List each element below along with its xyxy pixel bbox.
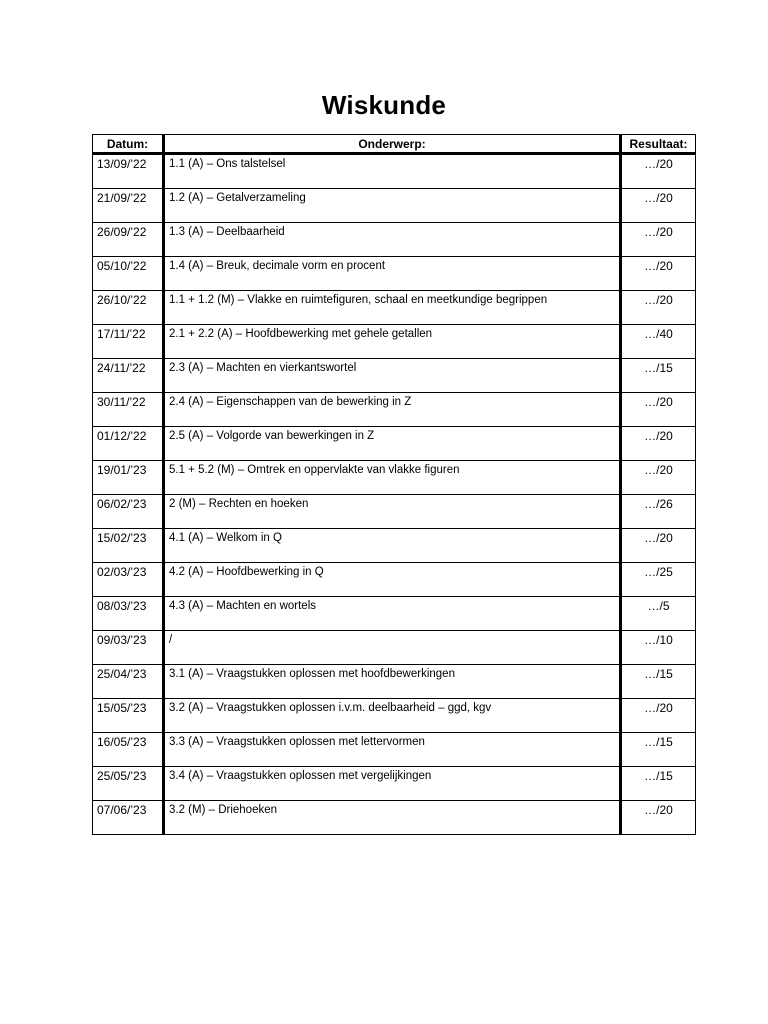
row-date: 02/03/’23 bbox=[93, 563, 164, 597]
row-date: 07/06/’23 bbox=[93, 801, 164, 835]
row-date: 15/05/’23 bbox=[93, 699, 164, 733]
row-topic: 2 (M) – Rechten en hoeken bbox=[164, 495, 621, 529]
row-result: …/15 bbox=[621, 359, 696, 393]
row-date: 09/03/’23 bbox=[93, 631, 164, 665]
table-row bbox=[93, 359, 696, 393]
row-topic: 1.3 (A) – Deelbaarheid bbox=[164, 223, 621, 257]
page-title: Wiskunde bbox=[321, 90, 447, 120]
row-topic: 4.3 (A) – Machten en wortels bbox=[164, 597, 621, 631]
row-date: 06/02/’23 bbox=[93, 495, 164, 529]
table-row bbox=[93, 189, 696, 223]
row-result: …/20 bbox=[621, 699, 696, 733]
row-topic: 2.4 (A) – Eigenschappen van de bewerking in Z bbox=[164, 393, 621, 427]
table-row bbox=[93, 699, 696, 733]
row-result: …/26 bbox=[621, 495, 696, 529]
row-topic: 1.4 (A) – Breuk, decimale vorm en procent bbox=[164, 257, 621, 291]
row-date: 15/02/’23 bbox=[93, 529, 164, 563]
table-row bbox=[93, 767, 696, 801]
row-topic: 5.1 + 5.2 (M) – Omtrek en oppervlakte van vlakke figuren bbox=[164, 461, 621, 495]
row-topic: 1.1 + 1.2 (M) – Vlakke en ruimtefiguren, schaal en meetkundige begrippen bbox=[164, 291, 621, 325]
column-header-result: Resultaat: bbox=[621, 135, 696, 154]
table-row bbox=[93, 631, 696, 665]
table-row bbox=[93, 291, 696, 325]
row-result: …/5 bbox=[621, 597, 696, 631]
row-topic: 3.1 (A) – Vraagstukken oplossen met hoofdbewerkingen bbox=[164, 665, 621, 699]
table-row bbox=[93, 563, 696, 597]
row-result: …/20 bbox=[621, 223, 696, 257]
row-result: …/15 bbox=[621, 767, 696, 801]
row-result: …/15 bbox=[621, 665, 696, 699]
row-date: 08/03/’23 bbox=[93, 597, 164, 631]
row-topic: 2.3 (A) – Machten en vierkantswortel bbox=[164, 359, 621, 393]
row-result: …/25 bbox=[621, 563, 696, 597]
row-topic: 1.1 (A) – Ons talstelsel bbox=[164, 154, 621, 189]
row-date: 19/01/’23 bbox=[93, 461, 164, 495]
row-result: …/10 bbox=[621, 631, 696, 665]
table-row bbox=[93, 461, 696, 495]
row-date: 13/09/’22 bbox=[93, 154, 164, 189]
row-topic: 3.4 (A) – Vraagstukken oplossen met vergelijkingen bbox=[164, 767, 621, 801]
row-topic: 1.2 (A) – Getalverzameling bbox=[164, 189, 621, 223]
row-date: 16/05/’23 bbox=[93, 733, 164, 767]
table-row bbox=[93, 223, 696, 257]
row-topic: 3.2 (A) – Vraagstukken oplossen i.v.m. deelbaarheid – ggd, kgv bbox=[164, 699, 621, 733]
row-result: …/20 bbox=[621, 461, 696, 495]
table-row bbox=[93, 325, 696, 359]
column-header-date: Datum: bbox=[93, 135, 164, 154]
row-date: 24/11/’22 bbox=[93, 359, 164, 393]
table-row bbox=[93, 597, 696, 631]
table-body bbox=[93, 154, 696, 835]
row-topic: 3.2 (M) – Driehoeken bbox=[164, 801, 621, 835]
row-date: 17/11/’22 bbox=[93, 325, 164, 359]
row-topic: 4.1 (A) – Welkom in Q bbox=[164, 529, 621, 563]
row-result: …/20 bbox=[621, 257, 696, 291]
row-topic: 2.5 (A) – Volgorde van bewerkingen in Z bbox=[164, 427, 621, 461]
row-topic: 4.2 (A) – Hoofdbewerking in Q bbox=[164, 563, 621, 597]
table-row bbox=[93, 733, 696, 767]
table-row bbox=[93, 257, 696, 291]
column-header-topic: Onderwerp: bbox=[164, 135, 621, 154]
table-row bbox=[93, 495, 696, 529]
row-result: …/15 bbox=[621, 733, 696, 767]
table-row bbox=[93, 427, 696, 461]
row-topic: / bbox=[164, 631, 621, 665]
table-row bbox=[93, 801, 696, 835]
table-header-row bbox=[93, 135, 696, 154]
row-date: 26/09/’22 bbox=[93, 223, 164, 257]
row-date: 25/04/’23 bbox=[93, 665, 164, 699]
row-result: …/20 bbox=[621, 529, 696, 563]
row-date: 05/10/’22 bbox=[93, 257, 164, 291]
grades-table bbox=[92, 134, 696, 835]
table-row bbox=[93, 393, 696, 427]
row-result: …/20 bbox=[621, 393, 696, 427]
row-topic: 3.3 (A) – Vraagstukken oplossen met lettervormen bbox=[164, 733, 621, 767]
row-result: …/20 bbox=[621, 189, 696, 223]
table-row bbox=[93, 665, 696, 699]
row-date: 01/12/’22 bbox=[93, 427, 164, 461]
row-result: …/20 bbox=[621, 427, 696, 461]
row-date: 26/10/’22 bbox=[93, 291, 164, 325]
table-row bbox=[93, 529, 696, 563]
row-date: 30/11/’22 bbox=[93, 393, 164, 427]
row-result: …/20 bbox=[621, 801, 696, 835]
row-result: …/20 bbox=[621, 154, 696, 189]
table-row bbox=[93, 154, 696, 189]
row-date: 25/05/’23 bbox=[93, 767, 164, 801]
row-result: …/20 bbox=[621, 291, 696, 325]
row-result: …/40 bbox=[621, 325, 696, 359]
row-topic: 2.1 + 2.2 (A) – Hoofdbewerking met gehele getallen bbox=[164, 325, 621, 359]
row-date: 21/09/’22 bbox=[93, 189, 164, 223]
